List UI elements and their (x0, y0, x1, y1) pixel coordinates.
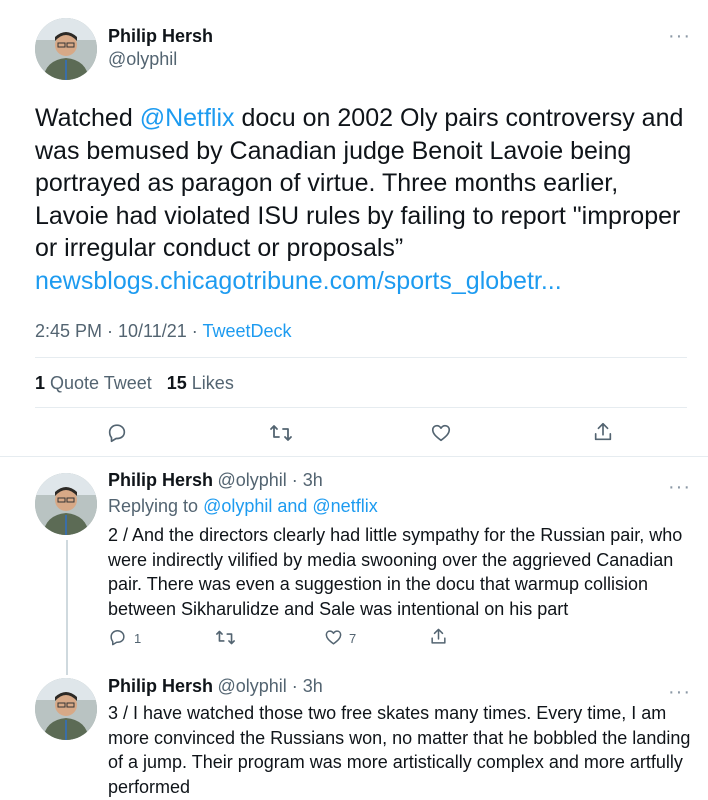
more-dots-icon[interactable]: ··· (668, 681, 691, 703)
mention-link[interactable]: @Netflix (139, 104, 235, 132)
divider (0, 456, 708, 457)
replying-label: Replying to (108, 496, 204, 516)
tweet-text-rest: docu on 2002 Oly pairs controversy and was bemused by Canadian judge Benoit Lavoie being portrayed as paragon of virtue. Three months earlier, Lavoie had violated ISU rules by failing to report "improper or irregular conduct or proposals” (35, 104, 684, 262)
like-count: 15 (166, 373, 187, 393)
share-icon[interactable] (592, 421, 614, 443)
share-icon[interactable] (429, 627, 448, 646)
like-label: Likes (186, 373, 234, 393)
quote-label: Quote Tweet (45, 373, 152, 393)
reply-icon[interactable] (108, 628, 127, 647)
retweet-icon[interactable] (215, 628, 236, 647)
author-name[interactable]: Philip Hersh (108, 26, 214, 46)
author-handle[interactable]: @olyphil (108, 49, 178, 69)
retweet-icon[interactable] (269, 422, 293, 444)
reply-time[interactable]: · 3h (286, 470, 323, 490)
article-link[interactable]: newsblogs.chicagotribune.com/sports_globetr... (35, 266, 562, 295)
divider (35, 357, 687, 358)
tweet-source[interactable]: TweetDeck (202, 321, 292, 341)
author-name[interactable]: Philip Hersh (108, 676, 214, 696)
more-dots-icon[interactable]: ··· (668, 25, 691, 47)
tweet-text (35, 102, 685, 297)
quote-tweets-link[interactable] (35, 373, 152, 393)
tweet-time[interactable]: 2:45 PM · 10/11/21 · (35, 321, 203, 341)
author-handle[interactable]: @olyphil (217, 470, 287, 490)
reply-header (108, 676, 323, 697)
reply-time[interactable]: · 3h (286, 676, 323, 696)
tweet-text-start: Watched (35, 104, 140, 132)
avatar[interactable] (35, 18, 97, 80)
reply-count: 1 (134, 631, 142, 646)
divider (35, 407, 687, 408)
tweet-timestamp (35, 321, 291, 342)
avatar[interactable] (35, 473, 97, 535)
tweet-stats (35, 373, 234, 394)
reply-text: 3 / I have watched those two free skates many times. Every time, I am more convinced the Russians won, no matter that he bobbled the landing of a jump. Their program was more artistically complex and more artfully performed (108, 703, 691, 797)
thread-line (66, 540, 68, 675)
avatar[interactable] (35, 678, 97, 740)
author-name[interactable]: Philip Hersh (108, 470, 214, 490)
reply-header (108, 470, 323, 491)
author-handle[interactable]: @olyphil (217, 676, 287, 696)
likes-link[interactable] (167, 373, 234, 393)
replying-to-link[interactable]: @olyphil and @netflix (203, 496, 378, 516)
reply-text: 2 / And the directors clearly had little sympathy for the Russian pair, who were indirectly vilified by media swooning over the aggrieved Canadian pair. There was even a suggestion in the docu that warmup collision between Sikharulidze and Sale was intentional on his part (108, 525, 683, 619)
more-dots-icon[interactable]: ··· (668, 476, 691, 498)
like-count: 7 (349, 631, 357, 646)
like-icon[interactable] (430, 422, 452, 444)
replying-to (108, 496, 378, 517)
reply-icon[interactable] (106, 422, 128, 444)
like-icon[interactable] (324, 628, 343, 647)
quote-count: 1 (35, 373, 46, 393)
